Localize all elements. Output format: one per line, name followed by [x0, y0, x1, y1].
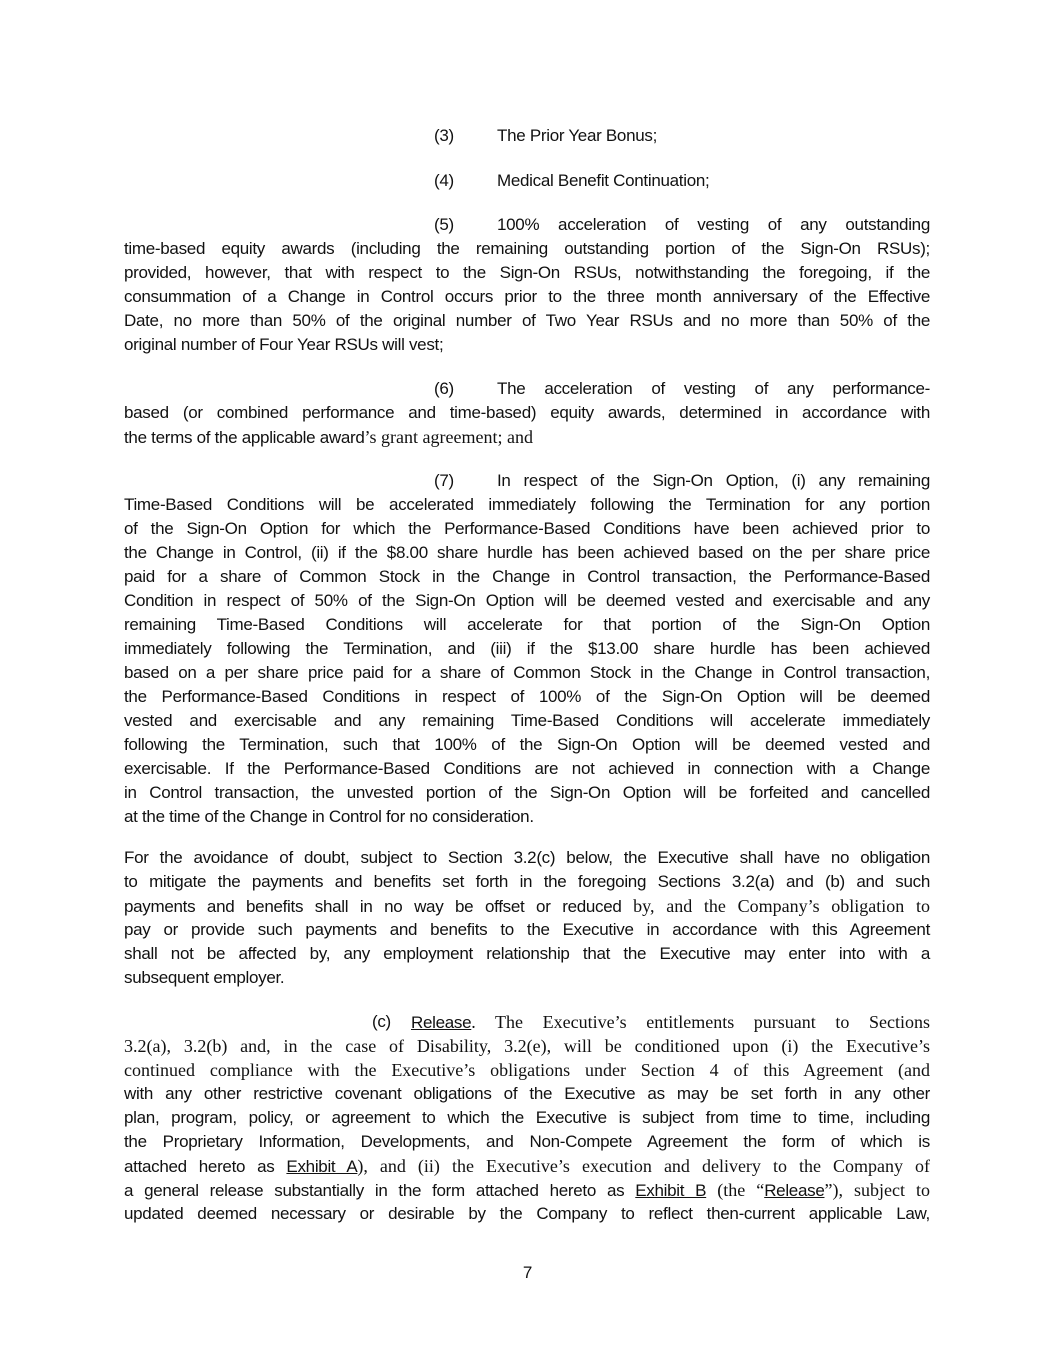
page-number: 7: [522, 1263, 533, 1282]
text-segment: the terms of the applicable award: [124, 428, 365, 447]
defined-term-link: Exhibit A: [286, 1157, 358, 1176]
text-line: [124, 685, 930, 709]
text-line: [124, 733, 930, 757]
text-segment: ), and (ii) the Executive’s execution and delivery to the Company of: [357, 1156, 930, 1176]
text-line: [124, 401, 930, 425]
text-segment: at the time of the Change in Control for no consideration.: [124, 807, 534, 826]
text-segment: exercisable. If the Performance-Based Conditions are not achieved in connection with a Change: [124, 759, 930, 778]
text-line: [124, 846, 930, 870]
text-segment: Condition in respect of 50% of the Sign-On Option will be deemed vested and exercisable and any: [124, 591, 930, 610]
text-line: [124, 309, 930, 333]
text-segment: 100% acceleration of vesting of any outstanding: [497, 215, 930, 234]
text-segment: (the “: [706, 1180, 765, 1200]
text-line: [497, 377, 930, 401]
text-segment: the Change in Control, (ii) if the $8.00 share hurdle has been achieved based on the per share price: [124, 543, 930, 562]
text-segment: The acceleration of vesting of any performance-: [497, 379, 930, 398]
text-line: [124, 966, 930, 990]
text-segment: consummation of a Change in Control occurs prior to the three month anniversary of the Effective: [124, 287, 930, 306]
text-segment: 3.2(a), 3.2(b) and, in the case of Disability, 3.2(e), will be conditioned upon (i) the Executive’s: [124, 1036, 930, 1056]
text-line: [124, 333, 930, 357]
text-line: [124, 493, 930, 517]
text-line: [124, 517, 930, 541]
defined-term-link: Release: [411, 1013, 472, 1032]
text-line: [124, 541, 930, 565]
item-number: (6): [434, 379, 454, 398]
text-line: [497, 213, 930, 237]
text-line: [497, 169, 930, 193]
text-segment: of the Sign-On Option for which the Performance-Based Conditions have been achieved prior to: [124, 519, 930, 538]
text-line: [497, 124, 930, 148]
text-segment: Date, no more than 50% of the original number of Two Year RSUs and no more than 50% of the: [124, 311, 930, 330]
text-segment: a general release substantially in the form attached hereto as: [124, 1181, 636, 1200]
text-segment: shall not be affected by, any employment relationship that the Executive may enter into with a: [124, 944, 930, 963]
text-segment: Time-Based Conditions will be accelerated immediately following the Termination for any portion: [124, 495, 930, 514]
text-segment: ”), subject to: [824, 1180, 930, 1200]
defined-term-link: Exhibit B: [635, 1181, 707, 1200]
defined-term-link: Release: [764, 1181, 825, 1200]
text-line: [124, 709, 930, 733]
text-line: [124, 1178, 930, 1202]
text-segment: In respect of the Sign-On Option, (i) any remaining: [497, 471, 930, 490]
text-line: [497, 469, 930, 493]
text-line: [124, 1130, 930, 1154]
text-line: [124, 285, 930, 309]
text-segment: based on a per share price paid for a share of Common Stock in the Change in Control transaction,: [124, 663, 930, 682]
text-segment: updated deemed necessary or desirable by the Company to reflect then-current applicable Law,: [124, 1204, 930, 1223]
text-line: [124, 1058, 930, 1082]
text-line: [411, 1010, 930, 1034]
text-line: [124, 237, 930, 261]
text-line: [124, 1082, 930, 1106]
text-line: [124, 613, 930, 637]
text-line: [124, 781, 930, 805]
text-segment: to mitigate the payments and benefits set forth in the foregoing Sections 3.2(a) and (b) and such: [124, 872, 930, 891]
text-segment: remaining Time-Based Conditions will accelerate for that portion of the Sign-On Option: [124, 615, 930, 634]
text-segment: continued compliance with the Executive’s obligations under Section 4 of this Agreement (and: [124, 1060, 930, 1080]
item-number: (3): [434, 126, 454, 145]
text-segment: paid for a share of Common Stock in the Change in Control transaction, the Performance-Based: [124, 567, 930, 586]
text-segment: with any other restrictive covenant obligations of the Executive as may be set forth in any other: [124, 1084, 930, 1103]
text-segment: immediately following the Termination, and (iii) if the $13.00 share hurdle has been achieved: [124, 639, 930, 658]
text-segment: ’s grant agreement; and: [364, 427, 533, 447]
text-line: [124, 261, 930, 285]
item-number: (7): [434, 471, 454, 490]
text-segment: . The Executive’s entitlements pursuant to Sections: [471, 1012, 930, 1032]
text-segment: vested and exercisable and any remaining Time-Based Conditions will accelerate immediately: [124, 711, 930, 730]
text-line: [124, 565, 930, 589]
text-line: [124, 1106, 930, 1130]
text-segment: subsequent employer.: [124, 968, 285, 987]
text-segment: payments and benefits shall in no way be offset or reduced: [124, 897, 634, 916]
item-number: (c): [372, 1012, 391, 1031]
text-segment: original number of Four Year RSUs will vest;: [124, 335, 444, 354]
text-line: [124, 1202, 930, 1226]
text-segment: based (or combined performance and time-based) equity awards, determined in accordance with: [124, 403, 930, 422]
text-line: [124, 589, 930, 613]
text-line: [124, 637, 930, 661]
text-line: [124, 942, 930, 966]
text-segment: The Prior Year Bonus;: [497, 126, 658, 145]
text-segment: Medical Benefit Continuation;: [497, 171, 710, 190]
text-segment: time-based equity awards (including the remaining outstanding portion of the Sign-On RSUs);: [124, 239, 930, 258]
text-segment: provided, however, that with respect to the Sign-On RSUs, notwithstanding the foregoing, if the: [124, 263, 930, 282]
text-line: [124, 805, 930, 829]
text-line: [124, 1034, 930, 1058]
text-segment: by, and the Company’s obligation to: [633, 896, 930, 916]
text-line: [124, 757, 930, 781]
text-line: [124, 870, 930, 894]
text-line: [124, 1154, 930, 1178]
text-segment: the Performance-Based Conditions in respect of 100% of the Sign-On Option will be deemed: [124, 687, 930, 706]
text-segment: pay or provide such payments and benefits to the Executive in accordance with this Agreement: [124, 920, 930, 939]
text-line: [124, 661, 930, 685]
text-segment: following the Termination, such that 100% of the Sign-On Option will be deemed vested and: [124, 735, 930, 754]
text-segment: plan, program, policy, or agreement to which the Executive is subject from time to time, including: [124, 1108, 930, 1127]
text-segment: in Control transaction, the unvested portion of the Sign-On Option will be forfeited and cancelled: [124, 783, 930, 802]
text-line: [124, 918, 930, 942]
item-number: (5): [434, 215, 454, 234]
text-line: [124, 894, 930, 918]
text-segment: For the avoidance of doubt, subject to Section 3.2(c) below, the Executive shall have no obligation: [124, 848, 930, 867]
text-segment: attached hereto as: [124, 1157, 287, 1176]
text-line: [124, 425, 930, 449]
text-segment: the Proprietary Information, Developments, and Non-Compete Agreement the form of which is: [124, 1132, 930, 1151]
item-number: (4): [434, 171, 454, 190]
